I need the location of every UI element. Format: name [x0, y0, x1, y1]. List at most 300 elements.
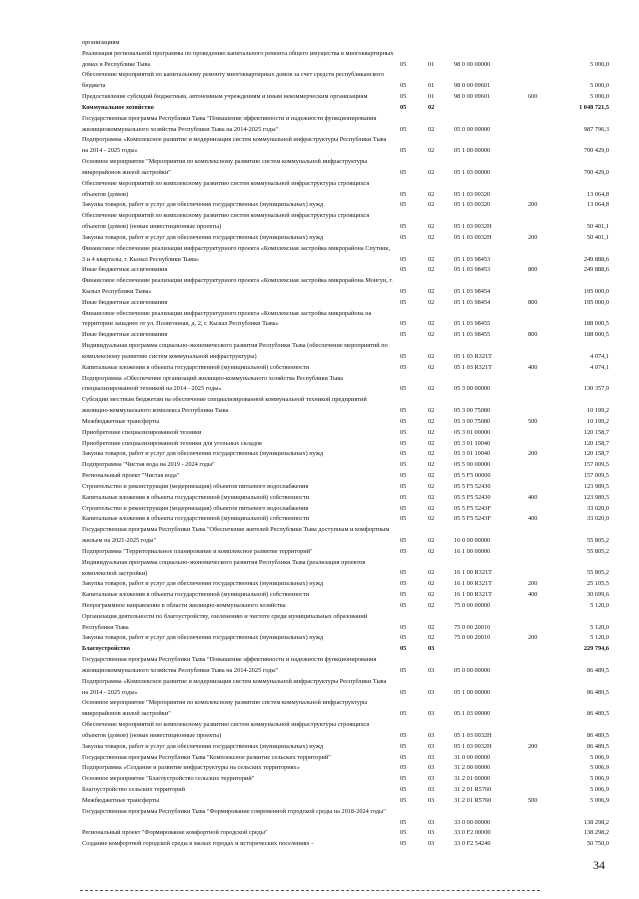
row-name: Закупка товаров, работ и услуг для обеспечения государственных (муниципальных) нужд	[82, 201, 324, 209]
target-article: 05 1 03 98455	[454, 331, 491, 339]
subsection-code: 02	[428, 190, 435, 198]
amount: 86 489,5	[586, 742, 609, 750]
section-code: 05	[400, 634, 407, 642]
amount: 4 074,1	[590, 363, 609, 371]
row-name: Приобретение специализированной техники	[82, 428, 202, 436]
table-row	[0, 525, 639, 547]
table-row	[0, 70, 639, 92]
subsection-code: 03	[428, 710, 435, 718]
row-name: Иные бюджетные ассигнования	[82, 331, 168, 339]
subsection-code: 03	[428, 753, 435, 761]
subsection-code: 02	[428, 493, 435, 501]
expense-type: 400	[528, 493, 538, 501]
target-article: 16 1 00 R321T	[454, 580, 492, 588]
target-article: 16 0 00 00000	[454, 537, 491, 544]
table-row	[0, 612, 639, 634]
section-code: 05	[400, 147, 407, 155]
subsection-code: 02	[428, 201, 435, 209]
section-code: 05	[400, 385, 407, 393]
amount: 120 158,7	[583, 439, 609, 447]
amount: 229 794,6	[583, 645, 609, 653]
amount: 138 298,2	[583, 818, 609, 826]
section-code: 05	[400, 601, 407, 609]
subsection-code: 01	[428, 82, 435, 90]
amount: 55 805,2	[586, 547, 609, 555]
table-row	[0, 92, 639, 103]
table-row	[0, 460, 639, 471]
target-article: 05 1 03 98453	[454, 266, 491, 274]
row-name: Иные бюджетные ассигнования	[82, 298, 168, 306]
amount: 130 357,9	[583, 385, 609, 393]
row-name: Капитальные вложения в объекты государственной (муниципальной) собственности	[82, 591, 310, 599]
section-code: 05	[400, 125, 407, 133]
row-name: Основное мероприятие "Благоустройство сельских территорий"	[82, 775, 255, 783]
target-article: 05 5 F5 52430	[454, 482, 491, 490]
subsection-code: 03	[428, 742, 435, 750]
amount: 33 020,0	[586, 504, 609, 512]
target-article: 05 3 00 75080	[454, 407, 491, 415]
subsection-code: 02	[428, 352, 435, 360]
subsection-code: 02	[428, 547, 435, 555]
table-row	[0, 677, 639, 699]
table-row	[0, 655, 639, 677]
expense-type: 200	[528, 450, 538, 458]
row-name: Организация деятельности по благоустройству, озеленению и чистоте среди муниципальных образований Республики Тыва	[82, 612, 368, 631]
expense-type: 200	[528, 233, 538, 241]
amount: 700 429,0	[583, 147, 609, 155]
amount: 123 989,5	[583, 493, 609, 501]
row-name: Капитальные вложения в объекты государственной (муниципальной) собственности	[82, 493, 310, 501]
table-row	[0, 514, 639, 525]
amount: 86 489,5	[586, 731, 609, 739]
subsection-code: 03	[428, 645, 435, 653]
row-name: Подпрограмма «Создание и развитие инфраструктуры на сельских территориях»	[82, 764, 300, 772]
table-row	[0, 493, 639, 504]
amount: 4 074,1	[590, 352, 609, 360]
subsection-code: 02	[428, 417, 435, 425]
target-article: 05 1 03 00000	[454, 168, 491, 176]
amount: 1 048 721,5	[579, 103, 609, 111]
subsection-code: 02	[428, 482, 435, 490]
section-code: 05	[400, 233, 407, 241]
row-name: Подпрограмма "Чистая вода на 2019 - 2024 годы"	[82, 461, 215, 469]
table-row	[0, 720, 639, 742]
expense-type: 200	[528, 580, 538, 588]
section-code: 05	[400, 407, 407, 415]
table-row	[0, 374, 639, 396]
target-article: 75 0 00 00000	[454, 601, 491, 609]
row-name: Создание комфортной городской среды в малых городах и исторических поселениях -	[82, 840, 314, 848]
section-code: 05	[400, 363, 407, 371]
subsection-code: 01	[428, 60, 435, 68]
table-row	[0, 135, 639, 157]
target-article: 05 1 03 98454	[454, 298, 491, 306]
subsection-code: 02	[428, 103, 435, 111]
subsection-code: 02	[428, 298, 435, 306]
table-row	[0, 179, 639, 201]
section-code: 05	[400, 223, 407, 231]
table-row	[0, 363, 639, 374]
row-name: Благоустройство	[82, 645, 130, 653]
table-row	[0, 839, 639, 850]
section-code: 05	[400, 504, 407, 512]
subsection-code: 02	[428, 580, 435, 588]
row-name: Капитальные вложения в объекты государственной (муниципальной) собственности	[82, 363, 310, 371]
subsection-code: 03	[428, 829, 435, 837]
row-name: Закупка товаров, работ и услуг для обеспечения государственных (муниципальных) нужд	[82, 450, 324, 458]
row-name: Предоставление субсидий бюджетным, автономным учреждениям и иным некоммерческим организациям	[82, 93, 368, 101]
expense-type: 500	[528, 417, 538, 425]
subsection-code: 02	[428, 331, 435, 339]
amount: 13 064,8	[586, 201, 609, 209]
table-row	[0, 742, 639, 753]
subsection-code: 02	[428, 515, 435, 523]
subsection-code: 02	[428, 147, 435, 155]
target-article: 16 1 00 00000	[454, 547, 491, 555]
section-code: 05	[400, 742, 407, 750]
row-name: Государственная программа Республики Тыва "Комплексное развитие сельских территорий"	[82, 753, 331, 761]
amount: 50 401,1	[586, 233, 609, 241]
subsection-code: 02	[428, 428, 435, 436]
row-name: Региональный проект "Чистая вода"	[82, 472, 180, 480]
section-code: 05	[400, 786, 407, 794]
table-row	[0, 482, 639, 493]
row-name: Закупка товаров, работ и услуг для обеспечения государственных (муниципальных) нужд	[82, 580, 324, 588]
amount: 86 489,5	[586, 666, 609, 674]
subsection-code: 02	[428, 504, 435, 512]
table-row	[0, 276, 639, 298]
section-code: 05	[400, 731, 407, 739]
amount: 5 006,9	[590, 753, 609, 761]
target-article: 05 1 03 0032Н	[454, 233, 492, 241]
subsection-code: 02	[428, 125, 435, 133]
section-code: 05	[400, 331, 407, 339]
row-name: Государственная программа Республики Тыва "Повышение эффективности и надежности функционирования жилищнокоммунального хозяйства Республики Тыва на 2014-2025 годы"	[82, 114, 377, 133]
amount: 86 489,5	[586, 688, 609, 696]
table-row	[0, 807, 639, 829]
target-article: 05 1 03 98453	[454, 255, 491, 263]
amount: 5 006,9	[590, 764, 609, 772]
row-name: Подпрограмма «Обеспечение организаций жилищно-коммунального хозяйства Республики Тыва специализированной техникой на 2014 - 2025 годы»	[82, 374, 343, 393]
row-name: Приобретение специализированной техники для угольных складов	[82, 439, 263, 447]
expense-type: 800	[528, 266, 538, 274]
subsection-code: 02	[428, 537, 435, 544]
target-article: 05 1 03 R321T	[454, 363, 492, 371]
subsection-code: 02	[428, 461, 435, 469]
table-row	[0, 309, 639, 331]
expense-type: 200	[528, 201, 538, 209]
amount: 5 120,0	[590, 623, 609, 631]
subsection-code: 03	[428, 818, 435, 826]
row-name: Непрограммное направление в области жилищно-коммунального хозяйства	[82, 601, 286, 609]
section-code: 05	[400, 515, 407, 523]
row-name: Подпрограмма «Комплексное развитие и модернизация систем коммунальной инфраструктуры Республики Тыва на 2014 - 2025 годы»	[82, 677, 387, 696]
section-code: 05	[400, 103, 407, 111]
target-article: 98 0 00 09601	[454, 93, 491, 101]
subsection-code: 02	[428, 601, 435, 609]
row-name: Индивидуальная программа социально-экономического развития Республики Тыва (реализация проектов комплексной застройки)	[82, 558, 366, 577]
target-article: 05 5 F5 5243F	[454, 515, 491, 523]
table-row	[0, 49, 639, 71]
section-code: 05	[400, 428, 407, 436]
table-row	[0, 785, 639, 796]
target-article: 98 0 00 09601	[454, 82, 491, 90]
section-code: 05	[400, 255, 407, 263]
table-row	[0, 244, 639, 266]
table-row	[0, 417, 639, 428]
table-row	[0, 579, 639, 590]
table-row	[0, 763, 639, 774]
section-code: 05	[400, 472, 407, 480]
amount: 13 064,8	[586, 190, 609, 198]
target-article: 05 5 F5 5243F	[454, 504, 491, 512]
table-row	[0, 753, 639, 764]
table-row	[0, 395, 639, 417]
amount: 5 000,0	[590, 93, 609, 101]
row-name: организациям	[82, 39, 120, 46]
target-article: 05 3 00 75080	[454, 417, 491, 425]
section-code: 05	[400, 796, 407, 804]
target-article: 05 1 00 00000	[454, 688, 491, 696]
row-name: Обеспечение мероприятий по комплексному развитию систем коммунальной инфраструктуры строящихся объектов (домов)	[82, 179, 370, 198]
section-code: 05	[400, 482, 407, 490]
expense-type: 200	[528, 634, 538, 642]
section-code: 05	[400, 461, 407, 469]
target-article: 05 1 03 0032Н	[454, 731, 492, 739]
expense-type: 500	[528, 796, 538, 804]
table-row	[0, 504, 639, 515]
expense-type: 600	[528, 93, 538, 101]
section-code: 05	[400, 580, 407, 588]
target-article: 75 0 00 20010	[454, 634, 491, 642]
section-code: 05	[400, 201, 407, 209]
row-name: Государственная программа Республики Тыва "Обеспечение жителей Республики Тыва доступным и комфортным жильем на 2021-2025 годы"	[82, 526, 390, 545]
row-name: Государственная программа Республики Тыва "Формирование современной городской среды на 2018-2024 годы"	[82, 807, 386, 815]
subsection-code: 03	[428, 840, 435, 848]
footer-rule	[80, 890, 540, 891]
target-article: 16 1 00 R321T	[454, 569, 492, 577]
target-article: 75 0 00 20010	[454, 623, 491, 631]
target-article: 31 2 00 00000	[454, 764, 491, 772]
expense-type: 400	[528, 591, 538, 599]
amount: 195 000,0	[583, 298, 609, 306]
amount: 5 120,0	[590, 634, 609, 642]
section-code: 05	[400, 688, 407, 696]
subsection-code: 02	[428, 363, 435, 371]
expense-type: 400	[528, 515, 538, 523]
row-name: Подпрограмма "Территориальное планирование и комплексное развитие территорий"	[82, 547, 313, 555]
amount: 123 989,5	[583, 482, 609, 490]
target-article: 05 1 00 00000	[454, 147, 491, 155]
target-article: 31 2 01 R5760	[454, 796, 492, 804]
amount: 33 020,0	[586, 515, 609, 523]
table-row	[0, 590, 639, 601]
amount: 5 006,9	[590, 796, 609, 804]
section-code: 05	[400, 287, 407, 295]
table-row	[0, 157, 639, 179]
subsection-code: 02	[428, 591, 435, 599]
subsection-code: 03	[428, 731, 435, 739]
table-row	[0, 471, 639, 482]
target-article: 16 1 00 R321T	[454, 591, 492, 599]
target-article: 05 5 F5 52430	[454, 493, 491, 501]
section-code: 05	[400, 623, 407, 631]
target-article: 05 0 00 00000	[454, 666, 491, 674]
expense-type: 200	[528, 742, 538, 750]
row-name: Реализация региональной программы по проведению капитального ремонта общего имущества в многоквартирных домах в Республике Тыва	[82, 49, 394, 68]
target-article: 05 3 01 10040	[454, 450, 491, 458]
section-code: 05	[400, 591, 407, 599]
section-code: 05	[400, 320, 407, 328]
expense-type: 800	[528, 298, 538, 306]
row-name: Иные бюджетные ассигнования	[82, 266, 168, 274]
target-article: 05 1 03 00000	[454, 710, 491, 718]
section-code: 05	[400, 537, 407, 544]
row-name: Финансовое обеспечение реализации инфраструктурного проекта «Комплексная застройка микрорайона Спутник, 3 и 4 кварталы, г. Кызыл Республики Тыва»	[82, 244, 391, 263]
table-row	[0, 449, 639, 460]
table-row	[0, 330, 639, 341]
table-row	[0, 644, 639, 655]
subsection-code: 02	[428, 255, 435, 263]
amount: 249 888,6	[583, 255, 609, 263]
row-name: Закупка товаров, работ и услуг для обеспечения государственных (муниципальных) нужд	[82, 742, 324, 750]
subsection-code: 02	[428, 320, 435, 328]
subsection-code: 03	[428, 796, 435, 804]
subsection-code: 03	[428, 666, 435, 674]
row-name: Государственная программа Республики Тыва "Повышение эффективности и надежности функционирования жилищнокоммунального хозяйства Республики Тыва на 2014-2025 годы"	[82, 656, 377, 674]
amount: 195 000,0	[583, 287, 609, 295]
target-article: 33 0 00 00000	[454, 818, 491, 826]
section-code: 05	[400, 352, 407, 360]
subsection-code: 03	[428, 775, 435, 783]
subsection-code: 02	[428, 168, 435, 176]
amount: 5 006,9	[590, 786, 609, 794]
row-name: Подпрограмма «Комплексное развитие и модернизация систем коммунальной инфраструктуры Республики Тыва на 2014 - 2025 годы»	[82, 136, 387, 155]
table-row	[0, 601, 639, 612]
table-row	[0, 558, 639, 580]
subsection-code: 02	[428, 623, 435, 631]
amount: 50 750,0	[586, 840, 609, 848]
table-row	[0, 233, 639, 244]
table-row	[0, 200, 639, 211]
section-code: 05	[400, 190, 407, 198]
subsection-code: 02	[428, 569, 435, 577]
row-name: Благоустройство сельских территорий	[82, 786, 185, 794]
row-name: Межбюджетные трансферты	[82, 417, 160, 425]
subsection-code: 02	[428, 287, 435, 295]
amount: 5 000,0	[590, 82, 609, 90]
amount: 55 805,2	[586, 569, 609, 577]
subsection-code: 03	[428, 688, 435, 696]
section-code: 05	[400, 450, 407, 458]
section-code: 05	[400, 168, 407, 176]
target-article: 05 1 03 R321T	[454, 352, 492, 360]
target-article: 05 0 00 00000	[454, 125, 491, 133]
row-name: Финансовое обеспечение реализации инфраструктурного проекта «Комплексная застройка микрорайона на территории западнее от ул. Полигонная, д. 2, г. Кызыл Республики Тыва»	[82, 309, 372, 328]
section-code: 05	[400, 547, 407, 555]
table-row	[0, 774, 639, 785]
subsection-code: 03	[428, 786, 435, 794]
target-article: 33 0 F2 00000	[454, 829, 491, 837]
amount: 50 401,1	[586, 223, 609, 231]
amount: 25 105,5	[586, 580, 609, 588]
section-code: 05	[400, 93, 407, 101]
section-code: 05	[400, 666, 407, 674]
subsection-code: 02	[428, 266, 435, 274]
subsection-code: 02	[428, 407, 435, 415]
row-name: Закупка товаров, работ и услуг для обеспечения государственных (муниципальных) нужд	[82, 233, 324, 241]
amount: 157 009,5	[583, 472, 609, 480]
row-name: Индивидуальная программа социально-экономического развития Республики Тыва (обеспечение мероприятий по комплексному развитию систем коммунальной инфраструктуры)	[82, 342, 388, 360]
subsection-code: 02	[428, 634, 435, 642]
subsection-code: 02	[428, 223, 435, 231]
table-row	[0, 265, 639, 276]
row-name: Коммунальное хозяйство	[82, 103, 154, 111]
expense-type: 800	[528, 331, 538, 339]
section-code: 05	[400, 818, 407, 826]
section-code: 05	[400, 829, 407, 837]
table-row	[0, 103, 639, 114]
table-row	[0, 796, 639, 807]
target-article: 05 1 03 98454	[454, 287, 491, 295]
section-code: 05	[400, 710, 407, 718]
section-code: 05	[400, 82, 407, 90]
amount: 55 805,2	[586, 537, 609, 544]
section-code: 05	[400, 60, 407, 68]
amount: 30 699,6	[586, 591, 609, 599]
subsection-code: 02	[428, 233, 435, 241]
amount: 5 006,9	[590, 775, 609, 783]
section-code: 05	[400, 298, 407, 306]
amount: 120 158,7	[583, 428, 609, 436]
amount: 5 120,0	[590, 601, 609, 609]
target-article: 05 1 03 00320	[454, 201, 491, 209]
amount: 157 009,5	[583, 461, 609, 469]
target-article: 05 5 00 00000	[454, 461, 491, 469]
table-row	[0, 698, 639, 720]
subsection-code: 02	[428, 450, 435, 458]
table-row	[0, 633, 639, 644]
section-code: 05	[400, 569, 407, 577]
section-code: 05	[400, 439, 407, 447]
section-code: 05	[400, 266, 407, 274]
row-name: Финансовое обеспечение реализации инфраструктурного проекта «Комплексная застройка микрорайона Монгун, г. Кызыл Республики Тыва»	[82, 277, 393, 295]
subsection-code: 03	[428, 764, 435, 772]
section-code: 05	[400, 775, 407, 783]
table-row	[0, 439, 639, 450]
row-name: Строительство и реконструкция (модернизация) объектов питьевого водоснабжения	[82, 482, 309, 490]
section-code: 05	[400, 840, 407, 848]
row-name: Основное мероприятие "Мероприятия по комплексному развитию систем коммунальной инфраструктуры микрорайонов жилой застройки"	[82, 158, 368, 176]
target-article: 05 1 03 0032Н	[454, 223, 492, 231]
table-row	[0, 38, 639, 49]
section-code: 05	[400, 753, 407, 761]
amount: 188 000,5	[583, 331, 609, 339]
section-code: 05	[400, 417, 407, 425]
subsection-code: 02	[428, 472, 435, 480]
expense-type: 400	[528, 363, 538, 371]
target-article: 33 0 F2 54240	[454, 840, 491, 848]
amount: 188 000,5	[583, 320, 609, 328]
amount: 5 000,0	[590, 60, 609, 68]
table-row	[0, 341, 639, 363]
target-article: 31 2 01 R5760	[454, 786, 492, 794]
target-article: 05 1 03 98455	[454, 320, 491, 328]
amount: 120 158,7	[583, 450, 609, 458]
amount: 10 199,2	[586, 407, 609, 415]
target-article: 31 0 00 00000	[454, 753, 491, 761]
amount: 249 888,6	[583, 266, 609, 274]
